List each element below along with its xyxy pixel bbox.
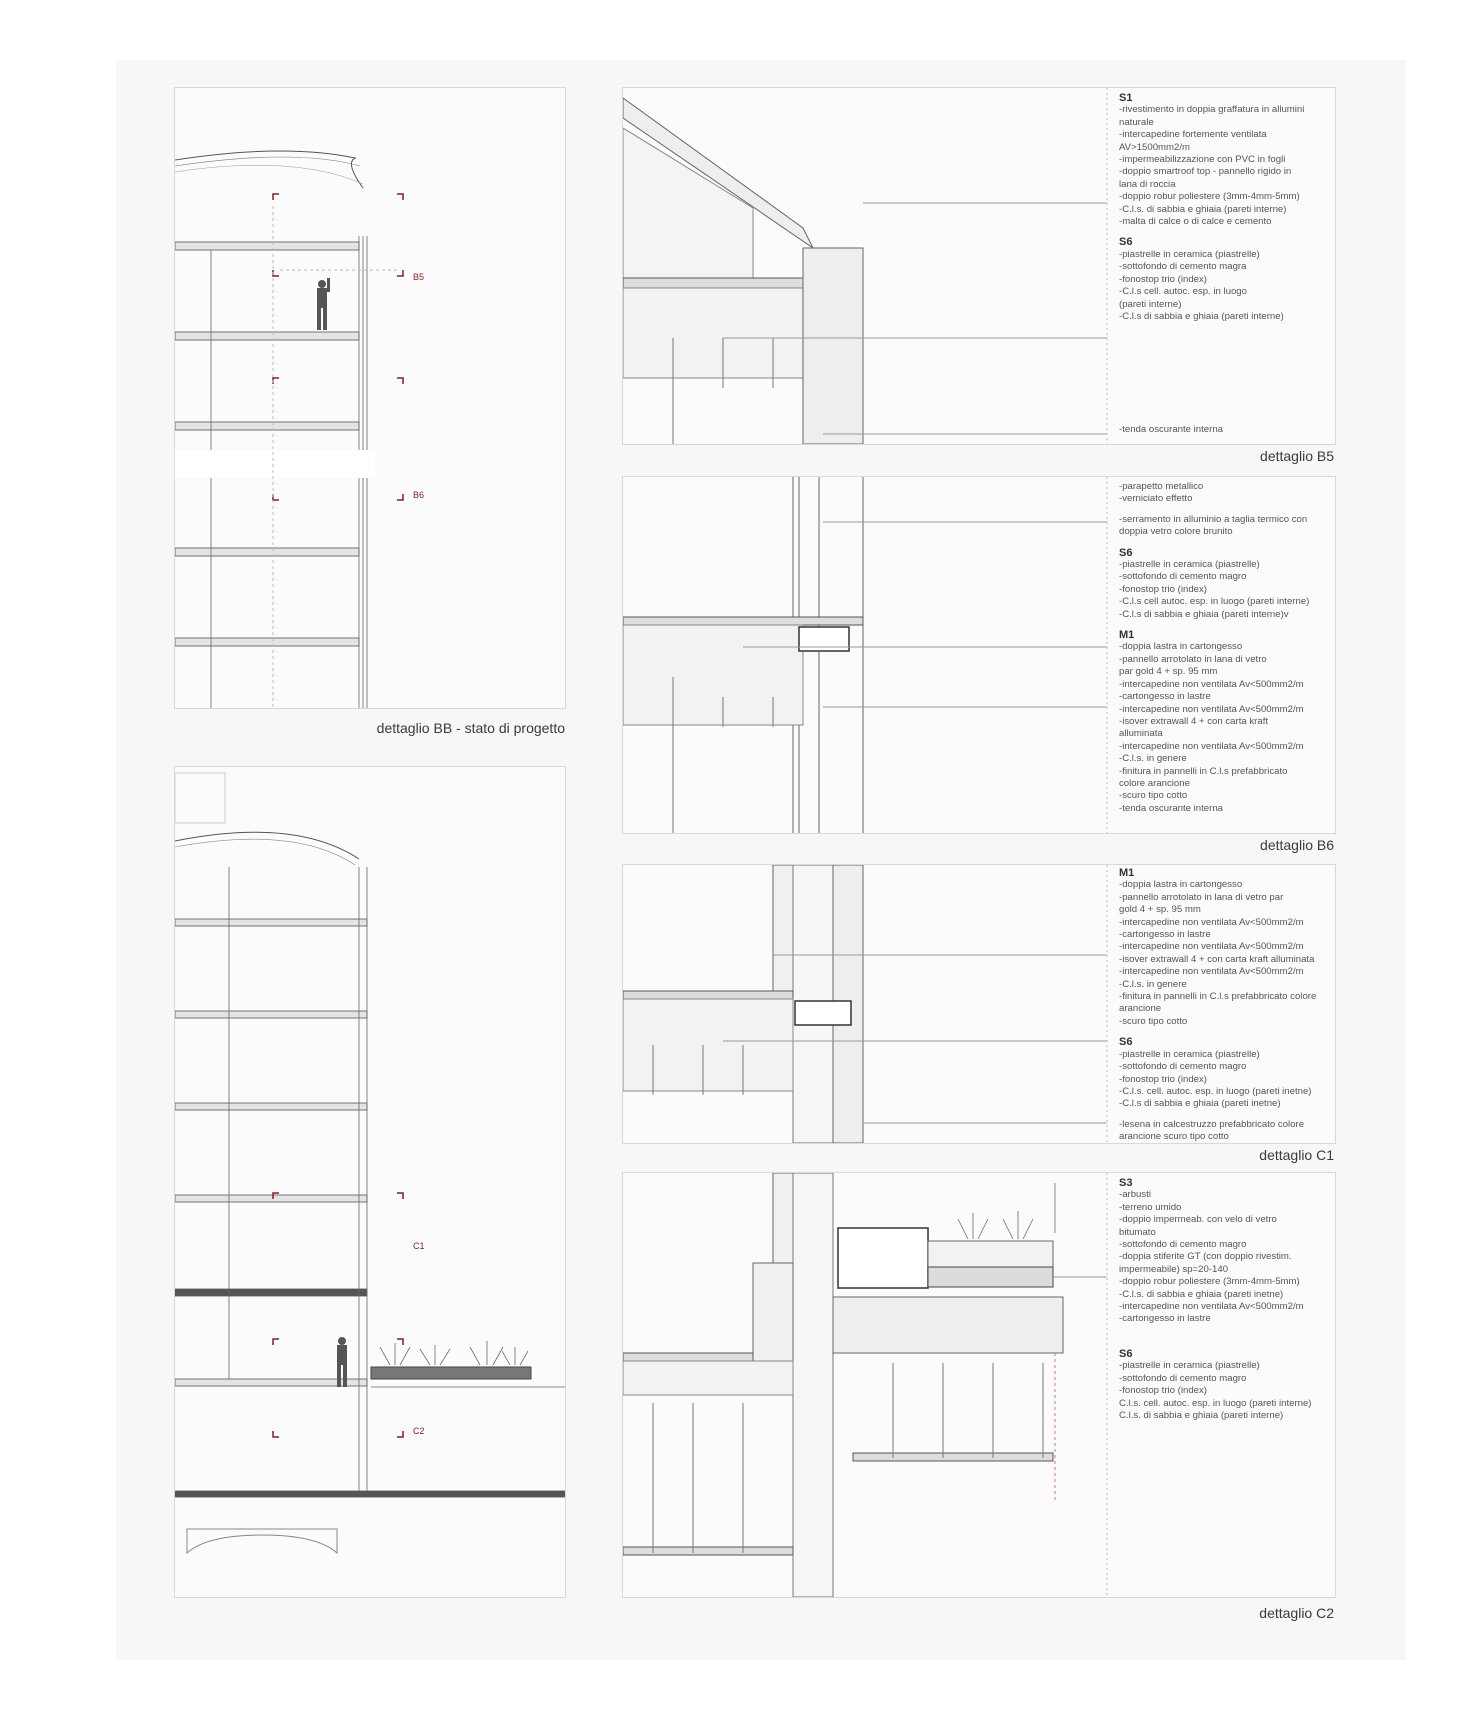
layer-code: S6 (1119, 236, 1133, 249)
caption-b6: dettaglio B6 (1260, 837, 1334, 853)
note-line: -serramento in alluminio a taglia termico con (1119, 513, 1308, 525)
note-line: -arbusti (1119, 1189, 1151, 1201)
note-line: -tenda oscurante interna (1119, 802, 1223, 814)
caption-c1: dettaglio C1 (1259, 1147, 1334, 1163)
note-line: -isover extrawall 4 + con carta kraft (1119, 715, 1269, 727)
note-line: impermeabile) sp=20-140 (1119, 1263, 1229, 1275)
note-line: -intercapedine non ventilata Av<500mm2/m (1119, 1301, 1304, 1313)
note-line: -sottofondo di cemento magro (1119, 571, 1247, 583)
note-line: lana di roccia (1119, 178, 1176, 190)
note-line: -doppia lastra in cartongesso (1119, 641, 1243, 653)
note-line: -piastrelle in ceramica (piastrelle) (1119, 1360, 1260, 1372)
note-line: bitumato (1119, 1226, 1156, 1238)
note-line: colore arancione (1119, 777, 1190, 789)
note-line: -verniciato effetto (1119, 493, 1193, 505)
caption-b5: dettaglio B5 (1260, 448, 1334, 464)
layer-code: M1 (1119, 629, 1135, 642)
note-line: -fonostop trio (index) (1119, 1073, 1207, 1085)
note-line: -sottofondo di cemento magra (1119, 261, 1247, 273)
section-bb-panel (174, 87, 566, 709)
note-line: -doppio smartroof top - pannello rigido in (1119, 166, 1292, 178)
layer-code: S6 (1119, 1036, 1133, 1049)
layer-code: S6 (1119, 546, 1133, 559)
marker-c1: C1 (413, 1241, 425, 1251)
note-line: -C.l.s di sabbia e ghiaia (pareti inetne) (1119, 1098, 1281, 1110)
section-cc-drawing (175, 767, 565, 1597)
note-line: C.l.s. cell. autoc. esp. in luogo (pareti interne) (1119, 1397, 1312, 1409)
note-line: -intercapedine non ventilata Av<500mm2/m (1119, 966, 1304, 978)
note-line: doppia vetro colore brunito (1119, 526, 1233, 538)
detail-b6-notes (1119, 481, 1309, 815)
note-line: -pannello arrotolato in lana di vetro par (1119, 891, 1284, 903)
note-line: arancione (1119, 1003, 1162, 1015)
note-line: -pannello arrotolato in lana di vetro (1119, 653, 1267, 665)
note-line: -C.l.s. di sabbia e ghiaia (pareti inetne) (1119, 1288, 1284, 1300)
note-line: -piastrelle in ceramica (piastrelle) (1119, 248, 1260, 260)
note-line: -intercapedine non ventilata Av<500mm2/m (1119, 916, 1304, 928)
layer-code: S3 (1119, 1177, 1133, 1189)
layer-code: S6 (1119, 1347, 1133, 1360)
note-line: -finitura in pannelli in C.l.s prefabbricato colore (1119, 991, 1317, 1003)
detail-c1-notes (1119, 867, 1316, 1144)
note-line: -sottofondo di cemento magro (1119, 1061, 1247, 1073)
note-line: alluminata (1119, 728, 1163, 740)
note-line: -sottofondo di cemento magro (1119, 1239, 1247, 1251)
detail-c2-notes (1119, 1177, 1312, 1422)
note-line: -doppio robur poliestere (3mm-4mm-5mm) (1119, 191, 1300, 203)
note-line: -lesena in calcestruzzo prefabbricato colore (1119, 1118, 1305, 1130)
note-line: -C.l.s. in genere (1119, 978, 1187, 990)
note-line: -terreno umido (1119, 1201, 1182, 1213)
note-line: -intercapedine non ventilata Av<500mm2/m (1119, 941, 1304, 953)
note-line: AV>1500mm2/m (1119, 141, 1191, 153)
note-line: -intercapedine non ventilata Av<500mm2/m (1119, 703, 1304, 715)
note-line: -parapetto metallico (1119, 481, 1204, 492)
note-line: naturale (1119, 116, 1154, 128)
section-cc-panel (174, 766, 566, 1598)
caption-c2: dettaglio C2 (1259, 1605, 1334, 1621)
detail-b5-panel (622, 87, 1336, 445)
note-line: par gold 4 + sp. 95 mm (1119, 666, 1218, 678)
note-line: -fonostop trio (index) (1119, 1385, 1207, 1397)
note-line: -piastrelle in ceramica (piastrelle) (1119, 559, 1260, 571)
note-line: (pareti interne) (1119, 298, 1182, 310)
note-line: -doppio impermeab. con velo di vetro (1119, 1214, 1277, 1226)
note-line: C.l.s. di sabbia e ghiaia (pareti interne) (1119, 1409, 1284, 1421)
detail-c2-panel (622, 1172, 1336, 1598)
detail-c1-panel (622, 864, 1336, 1144)
note-line: -C.l.s cell autoc. esp. in luogo (pareti interne) (1119, 596, 1310, 608)
layer-code: M1 (1119, 867, 1135, 879)
note-line: -C.l.s. in genere (1119, 753, 1187, 765)
detail-b5-notes (1119, 92, 1304, 323)
note-line: -sottofondo di cemento magro (1119, 1372, 1247, 1384)
note-line: -cartongesso in lastre (1119, 929, 1211, 941)
note-line: -C.l.s. di sabbia e ghiaia (pareti interne) (1119, 203, 1287, 215)
note-line: gold 4 + sp. 95 mm (1119, 904, 1201, 916)
marker-b6: B6 (413, 490, 425, 500)
note-line: -scuro tipo cotto (1119, 790, 1188, 802)
note-line: -isover extrawall 4 + con carta kraft alluminata (1119, 953, 1315, 965)
note-line: -cartongesso in lastre (1119, 691, 1211, 703)
marker-b5: B5 (413, 272, 425, 282)
marker-c2: C2 (413, 1426, 425, 1436)
note-line: arancione scuro tipo cotto (1119, 1131, 1229, 1143)
caption-bb: dettaglio BB - stato di progetto (376, 720, 565, 736)
layer-code: S1 (1119, 92, 1133, 104)
note-line: -intercapedine fortemente ventilata (1119, 129, 1267, 141)
note-line: -C.l.s. cell. autoc. esp. in luogo (pareti inetne) (1119, 1085, 1312, 1097)
note-line: -C.l.s di sabbia e ghiaia (pareti interne)v (1119, 608, 1289, 620)
note-line: -intercapedine non ventilata Av<500mm2/m (1119, 740, 1304, 752)
note-line: -malta di calce o di calce e cemento (1119, 216, 1272, 228)
section-bb-drawing (175, 88, 565, 708)
note-line: -doppio robur poliestere (3mm-4mm-5mm) (1119, 1276, 1300, 1288)
note-line: -intercapedine non ventilata Av<500mm2/m (1119, 678, 1304, 690)
note-line: -rivestimento in doppia graffatura in allumini (1119, 104, 1305, 116)
note-line: -piastrelle in ceramica (piastrelle) (1119, 1048, 1260, 1060)
note-line: -impermeabilizzazione con PVC in fogli (1119, 154, 1286, 166)
note-line: -C.l.s di sabbia e ghiaia (pareti interne) (1119, 310, 1284, 322)
note-line: -fonostop trio (index) (1119, 273, 1207, 285)
note-line: -doppia lastra in cartongesso (1119, 879, 1243, 891)
detail-b6-panel (622, 476, 1336, 834)
note-line: -scuro tipo cotto (1119, 1015, 1188, 1027)
note-line: -finitura in pannelli in C.l.s prefabbricato (1119, 765, 1288, 777)
detail-b5-note-bottom: -tenda oscurante interna (1119, 424, 1223, 435)
note-line: -fonostop trio (index) (1119, 583, 1207, 595)
note-line: -C.l.s cell. autoc. esp. in luogo (1119, 286, 1247, 298)
note-line: -doppia stiferite GT (con doppio rivestim. (1119, 1251, 1292, 1263)
note-line: -cartongesso in lastre (1119, 1313, 1211, 1325)
